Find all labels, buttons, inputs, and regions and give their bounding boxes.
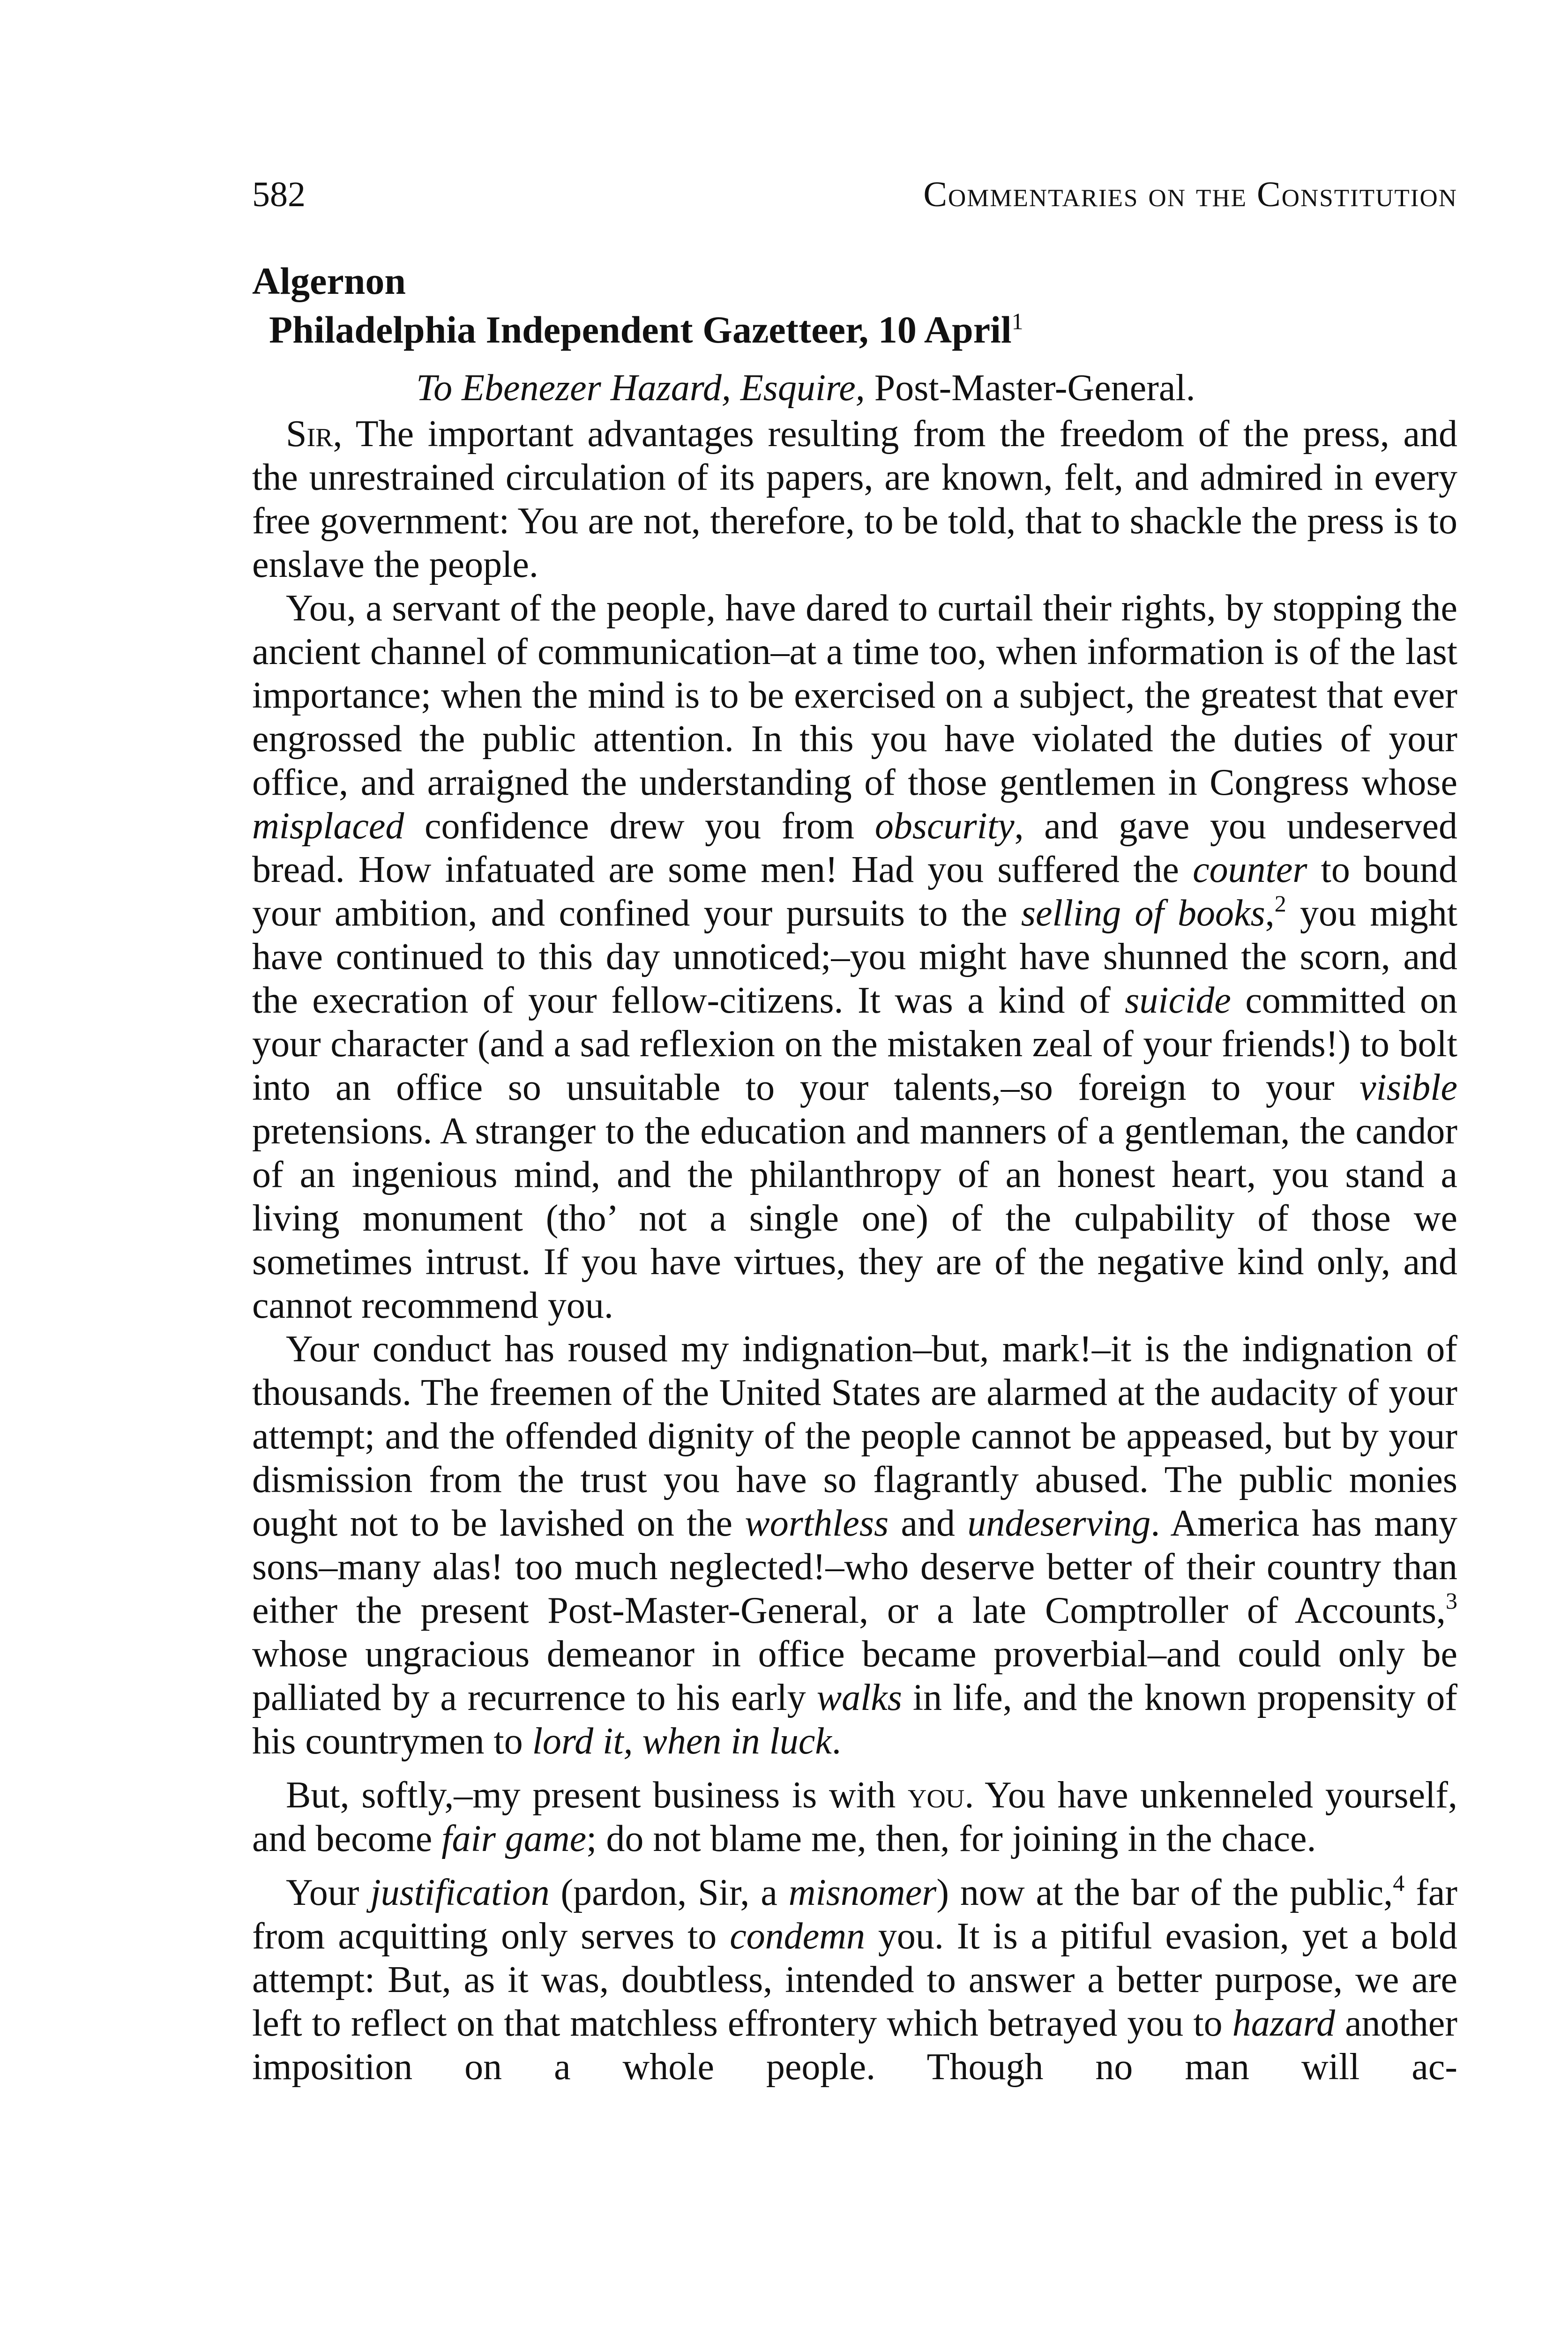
text-run: ) now at the bar of the public, — [936, 1872, 1393, 1913]
italic-run: lord it, when in luck — [532, 1721, 832, 1762]
document-heading — [252, 257, 1471, 354]
footnote-ref-3: 3 — [1446, 1588, 1457, 1614]
italic-run: misplaced — [252, 806, 404, 847]
text-run: Your — [286, 1872, 371, 1913]
italic-run: condemn — [730, 1916, 865, 1957]
italic-run: visible — [1359, 1067, 1457, 1108]
paragraph-2 — [252, 587, 1457, 1328]
paragraph-5 — [252, 1871, 1457, 2089]
italic-run: suicide — [1125, 980, 1231, 1021]
addressee-title: Post-Master-General. — [865, 367, 1195, 409]
text-run: , and gave you undeserved bread. How infatuated are some men! Had you suffered the — [252, 806, 1457, 890]
salutation: Sir — [286, 413, 333, 455]
text-run: But, softly,–my present business is with — [286, 1775, 908, 1816]
text-run: far from acquitting only serves to — [252, 1872, 1457, 1957]
running-head — [252, 169, 1457, 220]
footnote-ref-2: 2 — [1274, 890, 1286, 917]
text-run: . You have unkenneled yourself, and become — [252, 1775, 1458, 1859]
addressee: To Ebenezer Hazard, Esquire, — [416, 367, 865, 409]
italic-run: hazard — [1232, 2003, 1336, 2044]
text-run: in life, and the known propensity of his countrymen to — [252, 1677, 1457, 1762]
source-line — [252, 306, 1471, 354]
italic-run: misnomer — [788, 1872, 937, 1913]
text-run: . America has many sons–many alas! too much neglected!–who deserve better of their country than either the present Post-Master-General, or a late Comptroller of Accounts, — [252, 1503, 1457, 1631]
footnote-ref-4: 4 — [1393, 1870, 1405, 1896]
text-run: whose ungracious demeanor in office became proverbial–and could only be palliated by a recurrence to his early — [252, 1634, 1457, 1718]
address-line — [416, 365, 1195, 411]
letter-body — [252, 412, 1457, 2089]
text-run: to bound your ambition, and confined your pursuits to the — [252, 849, 1457, 934]
paragraph-4 — [252, 1774, 1457, 1861]
running-title: Commentaries on the Constitution — [923, 175, 1457, 214]
italic-run: selling of books — [1021, 893, 1265, 934]
source-title: Philadelphia Independent Gazetteer, 10 April — [269, 308, 1012, 351]
text-run: confidence drew you from — [404, 806, 875, 847]
text-run: You, a servant of the people, have dared to curtail their rights, by stopping the ancient channel of communication–at a time too, when information is of the last importance; when the mind is to be exercised on a subject, the greatest that ever engrossed the public attention. In this you have violated the duties of your office, and arraigned the understanding of those gentlemen in Congress whose — [252, 588, 1457, 803]
text-run: (pardon, Sir, a — [549, 1872, 789, 1913]
text-run: pretensions. A stranger to the education and manners of a gentleman, the candor of an ingenious mind, and the philanthropy of an honest heart, you stand a living monument (tho’ not a single one) of the culpability of those we sometimes intrust. If you have virtues, they are of the negative kind only, and cannot recommend you. — [252, 1111, 1457, 1326]
text-run: , — [1265, 893, 1275, 934]
text-run: Your conduct has roused my indignation–but, mark!–it is the indignation of thousands. The freemen of the United States are alarmed at the audacity of your attempt; and the offended dignity of the people cannot be appeased, but by your dismission from the trust you have so flagrantly abused. The public monies ought not to be lavished on the — [252, 1328, 1457, 1544]
text-run: and — [889, 1503, 968, 1544]
italic-run: worthless — [745, 1503, 889, 1544]
small-caps-run: you — [908, 1775, 965, 1816]
text-run: ; do not blame me, then, for joining in the chace. — [586, 1818, 1316, 1859]
paragraph-1-text: , The important advantages resulting from the freedom of the press, and the unrestrained circulation of its papers, are known, felt, and admired in every free government: You are not, therefore, to be told, that to shackle the press is to enslave the people. — [252, 413, 1457, 585]
text-run: you. It is a pitiful evasion, yet a bold attempt: But, as it was, doubtless, intended to answer a better purpose, we are left to reflect on that matchless effrontery which betrayed you to — [252, 1916, 1457, 2044]
italic-run: walks — [816, 1677, 902, 1718]
paragraph-3 — [252, 1328, 1457, 1763]
italic-run: counter — [1193, 849, 1307, 890]
italic-run: obscurity — [874, 806, 1015, 847]
author-name: Algernon — [252, 260, 406, 302]
text-run: you might have continued to this day unnoticed;–you might have shunned the scorn, and the execration of your fellow-citizens. It was a kind of — [252, 893, 1458, 1021]
footnote-ref-1: 1 — [1011, 308, 1023, 335]
paragraph-1 — [252, 412, 1457, 587]
page-number: 582 — [252, 175, 306, 214]
text-run: . — [831, 1721, 841, 1762]
italic-run: fair game — [441, 1818, 587, 1859]
italic-run: justification — [370, 1872, 550, 1913]
text-run: another imposition on a whole people. Though no man will ac- — [252, 2003, 1457, 2088]
italic-run: undeserving — [967, 1503, 1151, 1544]
text-run: committed on your character (and a sad reflexion on the mistaken zeal of your friends!) to bolt into an office so unsuitable to your talents,–so foreign to your — [252, 980, 1457, 1108]
